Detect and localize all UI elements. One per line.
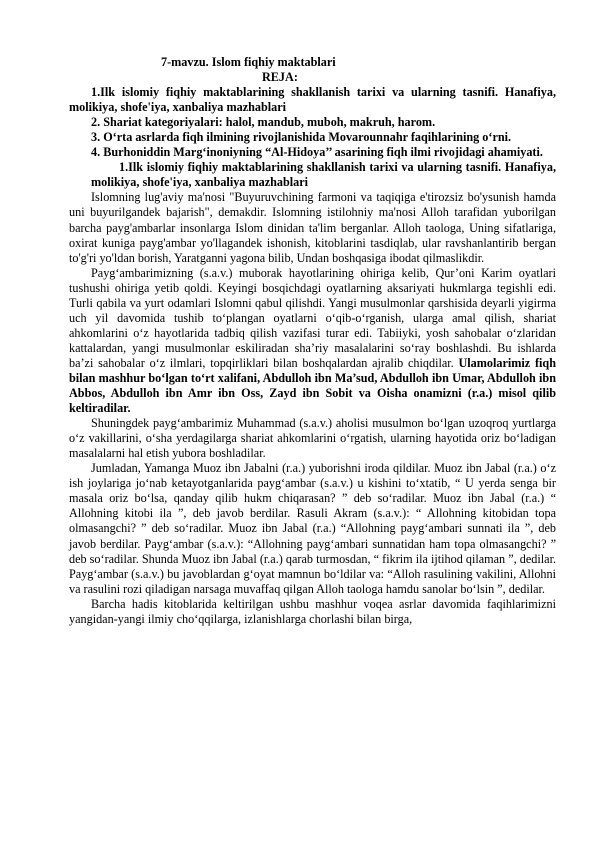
plan-item-2: 2. Shariat kategoriyalari: halol, mandub, muboh, makruh, harom. <box>91 115 436 130</box>
plan-item-1: 1.Ilk islomiy fiqhiy maktablarining shakllanish tarixi va ularning tasnifi. Hanafiya, molikiya, shofe'iya, xanbaliya mazhablari <box>69 85 556 115</box>
paragraph-2-text: Payg‘ambarimizning (s.a.v.) muborak hayotlarining ohiriga kelib, Qur’oni Karim oyatlari tushushi ohiriga yetib qoldi. Keyingi bosqichdagi oyatlarning aksariyati hukmlarga tegishli edi. Turli qabila va yurt odamlari Islomni qabul qilishdi. Yangi musulmonlar qarshisida deyarli yigirma uch yil davomida tushib to‘plangan oyatlarni o‘qib-o‘rganish, ularga amal qilish, shariat ahkomlarini o‘z hayotlarida tadbiq qilish vazifasi turar edi. Tabiiyki, yosh sahobalar o‘zlaridan kattalardan, yangi musulmonlar eskiliradan sha’riy masalalarini so‘ray boshlashdi. Bu ishlarda ba’zi sahobalar o‘z ilmlari, topqirliklari bilan boshqalardan ajralib chiqdilar. <box>69 265 556 370</box>
paragraph-2-bold: Ulamolarimiz fiqh bilan mashhur bo‘lgan to‘rt xalifani, Abdulloh ibn Ma’sud, Abdulloh ibn Umar, Abdulloh ibn Abbos, Abdulloh ibn Amr ibn Oss, Zayd ibn Sobit va Oisha onamizni (r.a.) misol qilib keltiradilar. <box>69 355 556 416</box>
paragraph-2 <box>69 266 556 416</box>
section-heading: 1.Ilk islomiy fiqhiy maktablarining shakllanish tarixi va ularning tasnifi. Hanafiya, molikiya, shofe'iya, xanbaliya mazhablari <box>91 160 556 190</box>
plan-heading: REJA: <box>262 70 298 85</box>
document-page <box>69 55 556 627</box>
paragraph-3: Shuningdek payg‘ambarimiz Muhammad (s.a.v.) aholisi musulmon bo‘lgan uzoqroq yurtlarga o‘z vakillarini, o‘sha yerdagilarga shariat ahkomlarini o‘rgatish, ularning hayotida oriz bo‘ladigan masalalarni hal etish yubora boshladilar. <box>69 416 556 461</box>
document-title: 7-mavzu. Islom fiqhiy maktablari <box>161 55 336 69</box>
paragraph-1: Islomning lug'aviy ma'nosi "Buyuruvchining farmoni va taqiqiga e'tirozsiz bo'ysunish hamda uni buyurilgandek bajarish", demakdir. Islomning istilohniy ma'nosi Alloh tarafidan yuborilgan barcha payg'ambarlar insonlarga Islom dinidan ta'lim berganlar. Alloh taologa, Uning sifatlariga, oxirat kuniga payg'ambar yo'llagandek ishonish, kitoblarini tasdiqlab, ular ravshanlantirib bergan to'g'ri yo'ldan borish, Yaratganni yagona bilib, Undan boshqasiga ibodat qilmaslikdir. <box>69 190 556 265</box>
plan-item-4: 4. Burhoniddin Marg‘inoniyning “Al-Hidoya’’ asarining fiqh ilmi rivojidagi ahamiyati. <box>91 145 543 160</box>
plan-item-3: 3. O‘rta asrlarda fiqh ilmining rivojlanishida Movarounnahr faqihlarining o‘rni. <box>91 130 512 145</box>
paragraph-5: Barcha hadis kitoblarida keltirilgan ushbu mashhur voqea asrlar davomida faqihlarimizni yangidan-yangi ilmiy cho‘qqilarga, izlanishlarga chorlashi bilan birga, <box>69 596 556 626</box>
paragraph-4: Jumladan, Yamanga Muoz ibn Jabalni (r.a.) yuborishni iroda qildilar. Muoz ibn Jabal (r.a.) o‘z ish joylariga jo‘nab ketayotganlarida payg‘ambar (s.a.v.) u kishini to‘xtatib, “ U yerda senga bir masala oriz bo‘lsa, qanday qilib hukm chiqarasan? ” deb so‘radilar. Muoz ibn Jabal (r.a.) “ Allohning kitobi ila ”, deb javob berdilar. Rasuli Akram (s.a.v.): “ Allohning kitobidan topa olmasangchi? ” deb so‘radilar. Muoz ibn Jabal (r.a.) “Allohning payg‘ambari sunnati ila ”, deb javob berdilar. Payg‘ambar (s.a.v.): “Allohning payg‘ambari sunnatidan ham topa olmasangchi? ” deb so‘radilar. Shunda Muoz ibn Jabal (r.a.) qarab turmosdan, “ fikrim ila ijtihod qilaman ”, dedilar. Payg‘ambar (s.a.v.) bu javoblardan g‘oyat mamnun bo‘ldilar va: “Alloh rasulining vakilini, Allohni va rasulini rozi qiladigan narsaga muvaffaq qilgan Alloh taologa hamdu sanolar bo‘lsin ”, dedilar. <box>69 461 556 596</box>
